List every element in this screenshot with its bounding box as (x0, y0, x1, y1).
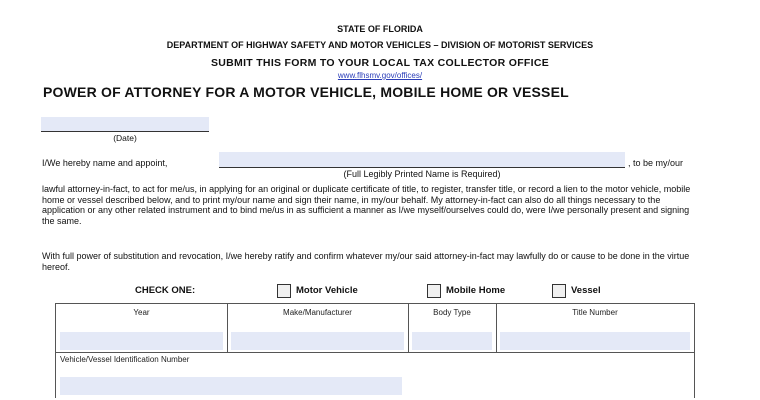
vessel-label: Vessel (571, 285, 601, 296)
attorney-name-input[interactable] (219, 152, 625, 167)
appoint-suffix: , to be my/our (628, 158, 684, 168)
vin-label: Vehicle/Vessel Identification Number (60, 355, 190, 364)
body-type-header: Body Type (433, 308, 471, 317)
department-heading: DEPARTMENT OF HIGHWAY SAFETY AND MOTOR VEHICLES – DIVISION OF MOTORIST SERVICES (166, 40, 594, 50)
motor-vehicle-checkbox[interactable] (277, 284, 291, 298)
vehicle-info-table (55, 303, 695, 398)
vessel-checkbox[interactable] (552, 284, 566, 298)
date-input[interactable] (41, 117, 209, 131)
name-caption: (Full Legibly Printed Name is Required) (343, 169, 501, 179)
year-header: Year (133, 308, 150, 317)
date-underline (41, 131, 209, 132)
offices-link[interactable]: www.flhsmv.gov/offices/ (337, 71, 423, 80)
mobile-home-checkbox[interactable] (427, 284, 441, 298)
year-input[interactable] (60, 332, 223, 350)
make-input[interactable] (231, 332, 404, 350)
make-header: Make/Manufacturer (283, 308, 352, 317)
appoint-prefix: I/We hereby name and appoint, (42, 158, 168, 168)
submit-instruction: SUBMIT THIS FORM TO YOUR LOCAL TAX COLLECTOR OFFICE (210, 57, 550, 69)
row-divider (56, 352, 694, 353)
motor-vehicle-label: Motor Vehicle (296, 285, 358, 296)
state-heading: STATE OF FLORIDA (337, 24, 423, 34)
form-title: POWER OF ATTORNEY FOR A MOTOR VEHICLE, MOBILE HOME OR VESSEL (43, 84, 569, 100)
check-one-label: CHECK ONE: (135, 285, 196, 296)
title-number-header: Title Number (572, 308, 618, 317)
title-number-input[interactable] (500, 332, 690, 350)
mobile-home-label: Mobile Home (446, 285, 506, 296)
date-caption: (Date) (113, 133, 137, 143)
attorney-name-underline (219, 167, 625, 168)
vin-input[interactable] (60, 377, 402, 395)
ratification-paragraph: With full power of substitution and revocation, I/we hereby ratify and confirm whatever my/our said attorney-in-fact may lawfully do or cause to be done in the virtue hereof. (42, 251, 690, 272)
authority-paragraph: lawful attorney-in-fact, to act for me/us, in applying for an original or duplicate certificate of title, to register, transfer title, or record a lien to the motor vehicle, mobile home or vessel described below, and to print my/our name and sign their name, in my/our behalf. My attorney-in-fact can also do all things necessary to the application or any other related instrument and to bind me/us in as sufficient a manner as I/we myself/ourselves could do, were I/we personally present and signing the same. (42, 184, 691, 226)
body-type-input[interactable] (412, 332, 492, 350)
